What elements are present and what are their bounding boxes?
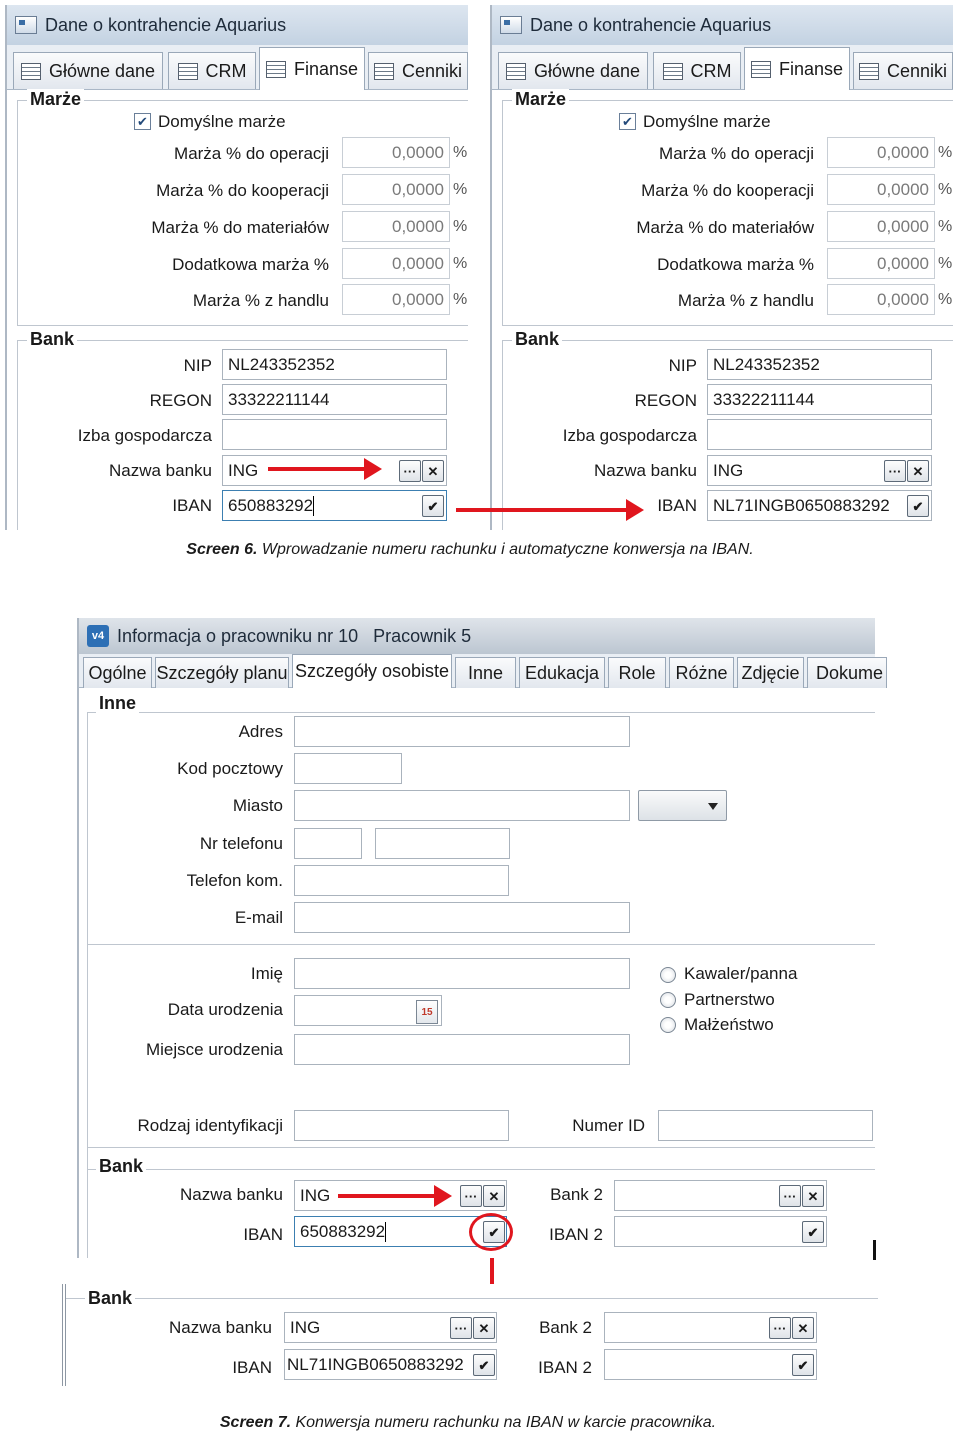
annotation-circle [469, 1213, 513, 1251]
pricelist-icon [859, 63, 879, 80]
bank-name-field[interactable]: ING [222, 455, 447, 486]
margin-label: Marża % do materiałów [636, 218, 814, 237]
grid-icon [506, 63, 526, 80]
annotation-arrow [456, 508, 638, 512]
window-titlebar [492, 5, 953, 45]
margin-label: Dodatkowa marża % [172, 255, 329, 274]
caption-screen6: Screen 6. Wprowadzanie numeru rachunku i automatyczne konwersja na IBAN. [186, 541, 754, 558]
margin-operacji-field[interactable]: 0,0000 [342, 137, 450, 168]
email-label: E-mail [234, 908, 283, 927]
group-line [17, 325, 468, 326]
iban-input[interactable]: 650883292 [222, 490, 447, 521]
clear-icon[interactable]: ✕ [422, 460, 444, 482]
regon-label: REGON [149, 391, 212, 410]
browse-button[interactable]: ··· [779, 1185, 801, 1207]
window-titlebar [79, 618, 875, 654]
iban2-label: IBAN 2 [538, 1358, 592, 1377]
validate-check-icon[interactable]: ✔ [802, 1221, 824, 1243]
tab-crm[interactable]: CRM [168, 52, 256, 89]
iban2-label: IBAN 2 [549, 1225, 603, 1244]
radio-partnerstwo[interactable] [660, 992, 676, 1008]
tab-rozne[interactable]: Różne [669, 657, 734, 688]
margin-label: Dodatkowa marża % [657, 255, 814, 274]
browse-button[interactable]: ··· [460, 1185, 482, 1207]
tab-bar [79, 654, 884, 688]
miasto-dropdown[interactable] [638, 790, 727, 821]
group-line [17, 100, 18, 325]
izba-label: Izba gospodarcza [77, 426, 212, 445]
numer-id-label: Numer ID [572, 1116, 645, 1135]
kod-pocztowy-field[interactable] [294, 753, 402, 784]
tab-glowne-dane[interactable]: Główne dane [13, 52, 163, 89]
percent-sign: % [938, 144, 953, 161]
window-title: Dane o kontrahencie Aquarius [45, 14, 287, 35]
nip-label: NIP [668, 356, 697, 375]
adres-field[interactable] [294, 716, 630, 747]
group-line [17, 100, 468, 101]
radio-label: Partnerstwo [684, 990, 775, 1009]
margin-label: Marża % do operacji [659, 144, 814, 163]
nip-field[interactable]: NL243352352 [222, 349, 447, 380]
percent-sign: % [938, 291, 953, 308]
iban-input[interactable]: 650883292 [294, 1216, 507, 1247]
margin-dodatkowa-field[interactable]: 0,0000 [827, 248, 935, 279]
default-margins-checkbox[interactable]: ✔ [619, 113, 636, 130]
section-bank: Bank [85, 1288, 135, 1309]
bank-name-label: Nazwa banku [168, 1318, 272, 1337]
telefon-kom-field[interactable] [294, 865, 509, 896]
percent-sign: % [453, 181, 468, 198]
tab-cenniki[interactable]: Cenniki [853, 52, 953, 89]
tab-finanse[interactable]: Finanse [744, 47, 850, 90]
bank-name-label: Nazwa banku [108, 461, 212, 480]
group-line [66, 1298, 878, 1299]
default-margins-checkbox[interactable]: ✔ [134, 113, 151, 130]
section-inne: Inne [96, 693, 139, 714]
validate-check-icon[interactable]: ✔ [792, 1354, 814, 1376]
regon-label: REGON [634, 391, 697, 410]
browse-button[interactable]: ··· [769, 1317, 791, 1339]
validate-check-icon[interactable]: ✔ [473, 1354, 495, 1376]
iban2-field[interactable] [614, 1216, 827, 1247]
screen6-left-window [5, 5, 468, 530]
calendar-icon[interactable]: 15 [416, 1000, 438, 1024]
miejsce-urodzenia-label: Miejsce urodzenia [145, 1040, 283, 1059]
group-line [87, 944, 875, 945]
margin-label: Marża % do operacji [174, 144, 329, 163]
window-titlebar [7, 5, 468, 45]
iban-converted-field[interactable]: NL71INGB0650883292 [707, 490, 932, 521]
margin-kooperacji-field[interactable]: 0,0000 [342, 174, 450, 205]
group-line [502, 100, 503, 325]
group-line [87, 712, 88, 1258]
clear-icon[interactable]: ✕ [473, 1317, 495, 1339]
margin-label: Marża % z handlu [192, 291, 329, 310]
kod-label: Kod pocztowy [177, 759, 283, 778]
percent-sign: % [938, 255, 953, 272]
iban-label: IBAN [243, 1225, 283, 1244]
tab-inne[interactable]: Inne [455, 657, 516, 688]
scroll-edge-marker [873, 1240, 876, 1260]
clear-icon[interactable]: ✕ [792, 1317, 814, 1339]
nip-label: NIP [183, 356, 212, 375]
tab-glowne-dane[interactable]: Główne dane [498, 52, 648, 89]
radio-malzenstwo[interactable] [660, 1017, 676, 1033]
imie-label: Imię [250, 964, 283, 983]
bank-name-field[interactable]: ING [707, 455, 932, 486]
group-line [502, 340, 503, 530]
tab-cenniki[interactable]: Cenniki [368, 52, 468, 89]
iban-converted-field[interactable]: NL71INGB0650883292 [284, 1349, 497, 1380]
bank-name-label: Nazwa banku [179, 1185, 283, 1204]
group-line [87, 1147, 875, 1148]
percent-sign: % [453, 255, 468, 272]
izba-label: Izba gospodarcza [562, 426, 697, 445]
tab-edukacja[interactable]: Edukacja [519, 657, 605, 688]
browse-button[interactable]: ··· [450, 1317, 472, 1339]
percent-sign: % [453, 291, 468, 308]
tab-szczegoly-osobiste[interactable]: Szczegóły osobiste [292, 654, 452, 688]
clear-icon[interactable]: ✕ [483, 1185, 505, 1207]
group-line [502, 100, 953, 101]
tab-finanse[interactable]: Finanse [259, 47, 365, 90]
calculator-icon [266, 61, 286, 78]
section-marze: Marże [27, 89, 84, 110]
margin-operacji-field[interactable]: 0,0000 [827, 137, 935, 168]
izba-field[interactable] [222, 419, 447, 450]
validate-check-icon[interactable]: ✔ [907, 495, 929, 517]
margin-label: Marża % do materiałów [151, 218, 329, 237]
rodzaj-id-label: Rodzaj identyfikacji [137, 1116, 283, 1135]
percent-sign: % [453, 218, 468, 235]
miasto-label: Miasto [232, 796, 283, 815]
percent-sign: % [938, 218, 953, 235]
telefon-prefix-field[interactable] [294, 828, 362, 859]
bank-name-label: Nazwa banku [593, 461, 697, 480]
margin-dodatkowa-field[interactable]: 0,0000 [342, 248, 450, 279]
validate-check-icon[interactable]: ✔ [422, 495, 444, 517]
tab-zdjecie[interactable]: Zdjęcie [737, 657, 804, 688]
telefon-field[interactable] [375, 828, 510, 859]
browse-button[interactable]: ··· [399, 460, 421, 482]
tab-crm[interactable]: CRM [653, 52, 741, 89]
tab-ogolne[interactable]: Ogólne [83, 657, 152, 688]
tab-szczegoly-planu[interactable]: Szczegóły planu [155, 657, 289, 688]
iban2-field[interactable] [604, 1349, 817, 1380]
pricelist-icon [374, 63, 394, 80]
clear-icon[interactable]: ✕ [802, 1185, 824, 1207]
regon-field[interactable]: 33322211144 [707, 384, 932, 415]
screen7-window [77, 618, 884, 1258]
margin-materialow-field[interactable]: 0,0000 [827, 211, 935, 242]
bank2-label: Bank 2 [550, 1185, 603, 1204]
data-urodzenia-label: Data urodzenia [167, 1000, 283, 1019]
crm-icon [178, 63, 198, 80]
regon-field[interactable]: 33322211144 [222, 384, 447, 415]
browse-button[interactable]: ··· [884, 460, 906, 482]
validate-check-icon[interactable]: ✔ [483, 1221, 505, 1243]
app-badge-icon: v4 [87, 625, 109, 647]
bank2-label: Bank 2 [539, 1318, 592, 1337]
margin-label: Marża % z handlu [677, 291, 814, 310]
section-bank: Bank [96, 1156, 146, 1177]
rodzaj-id-field[interactable] [294, 1110, 509, 1141]
clear-icon[interactable]: ✕ [907, 460, 929, 482]
margin-label: Marża % do kooperacji [156, 181, 329, 200]
margin-kooperacji-field[interactable]: 0,0000 [827, 174, 935, 205]
annotation-arrow [268, 467, 376, 471]
tab-bar [7, 45, 468, 90]
telefon-label: Nr telefonu [199, 834, 283, 853]
bank-name-field[interactable]: ING [284, 1312, 497, 1343]
default-margins-label: Domyślne marże [643, 112, 771, 131]
window-title: Dane o kontrahencie Aquarius [530, 14, 772, 35]
radio-label: Kawaler/panna [684, 964, 798, 983]
window-icon [500, 16, 522, 34]
radio-label: Małżeństwo [684, 1015, 774, 1034]
screen6-right-window [490, 5, 953, 530]
caption-screen7: Screen 7. Konwersja numeru rachunku na IBAN w karcie pracownika. [219, 1414, 717, 1431]
screen7-detail-panel [62, 1284, 878, 1386]
section-bank: Bank [512, 329, 562, 350]
group-line [17, 340, 18, 530]
nip-field[interactable]: NL243352352 [707, 349, 932, 380]
email-field[interactable] [294, 902, 630, 933]
izba-field[interactable] [707, 419, 932, 450]
percent-sign: % [938, 181, 953, 198]
radio-kawaler[interactable] [660, 967, 676, 983]
crm-icon [663, 63, 683, 80]
window-icon [15, 16, 37, 34]
window-title: Informacja o pracowniku nr 10 Pracownik 5 [117, 625, 472, 646]
grid-icon [21, 63, 41, 80]
miasto-field[interactable] [294, 790, 630, 821]
tab-role[interactable]: Role [608, 657, 666, 688]
percent-sign: % [453, 144, 468, 161]
iban-label: IBAN [172, 496, 212, 515]
bank-name-field[interactable]: ING [294, 1180, 507, 1211]
telefon-kom-label: Telefon kom. [186, 871, 283, 890]
group-line [87, 1169, 875, 1170]
margin-label: Marża % do kooperacji [641, 181, 814, 200]
default-margins-label: Domyślne marże [158, 112, 286, 131]
annotation-arrow [338, 1194, 446, 1198]
group-line [502, 340, 953, 341]
adres-label: Adres [238, 722, 283, 741]
group-line [502, 325, 953, 326]
margin-materialow-field[interactable]: 0,0000 [342, 211, 450, 242]
iban-label: IBAN [657, 496, 697, 515]
imie-field[interactable] [294, 958, 630, 989]
section-bank: Bank [27, 329, 77, 350]
miejsce-urodzenia-field[interactable] [294, 1034, 630, 1065]
tab-dokumenty[interactable]: Dokume [807, 657, 887, 688]
iban-label: IBAN [232, 1358, 272, 1377]
margin-handlu-field[interactable]: 0,0000 [827, 284, 935, 315]
group-line [87, 712, 875, 713]
tab-bar [492, 45, 953, 90]
section-marze: Marże [512, 89, 569, 110]
margin-handlu-field[interactable]: 0,0000 [342, 284, 450, 315]
group-line [17, 340, 468, 341]
calculator-icon [751, 61, 771, 78]
numer-id-field[interactable] [658, 1110, 873, 1141]
